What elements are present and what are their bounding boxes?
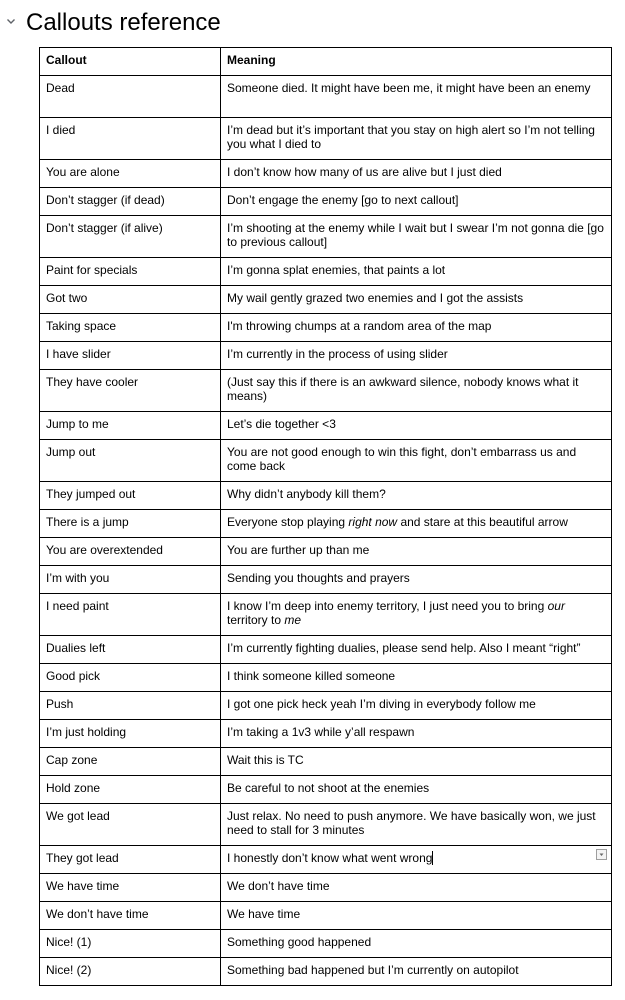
meaning-cell[interactable]: Be careful to not shoot at the enemies	[221, 776, 612, 804]
table-row	[40, 664, 612, 692]
table-row	[40, 636, 612, 664]
callout-cell[interactable]: Hold zone	[40, 776, 221, 804]
callout-cell[interactable]: Push	[40, 692, 221, 720]
meaning-cell[interactable]: Don’t engage the enemy [go to next callout]	[221, 188, 612, 216]
meaning-cell[interactable]: Wait this is TC	[221, 748, 612, 776]
meaning-cell[interactable]: I’m gonna splat enemies, that paints a lot	[221, 258, 612, 286]
meaning-cell[interactable]: We don’t have time	[221, 874, 612, 902]
meaning-text: Everyone stop playing	[227, 515, 349, 529]
callout-cell[interactable]: Don’t stagger (if dead)	[40, 188, 221, 216]
meaning-cell[interactable]: I’m shooting at the enemy while I wait but I swear I’m not gonna die [go to previous callout]	[221, 216, 612, 258]
meaning-cell[interactable]: I’m taking a 1v3 while y’all respawn	[221, 720, 612, 748]
meaning-cell[interactable]: I got one pick heck yeah I’m diving in everybody follow me	[221, 692, 612, 720]
table-row	[40, 692, 612, 720]
table-row	[40, 510, 612, 538]
table-row	[40, 748, 612, 776]
active-cell-wrap	[227, 851, 605, 865]
callout-cell[interactable]: They got lead	[40, 846, 221, 874]
callout-cell[interactable]: Good pick	[40, 664, 221, 692]
header-meaning[interactable]: Meaning	[221, 48, 612, 76]
table-row	[40, 776, 612, 804]
table-row	[40, 188, 612, 216]
meaning-cell[interactable]: Let’s die together <3	[221, 412, 612, 440]
callout-cell[interactable]: I died	[40, 118, 221, 160]
meaning-cell[interactable]: I don’t know how many of us are alive but I just died	[221, 160, 612, 188]
meaning-cell[interactable]: Someone died. It might have been me, it might have been an enemy	[221, 76, 612, 118]
table-row	[40, 216, 612, 258]
text-cursor	[432, 851, 433, 865]
callout-cell[interactable]: Got two	[40, 286, 221, 314]
callout-cell[interactable]: Jump to me	[40, 412, 221, 440]
table-row	[40, 538, 612, 566]
meaning-text: I honestly don’t know what went wrong	[227, 851, 433, 865]
meaning-cell[interactable]: Something good happened	[221, 930, 612, 958]
table-row	[40, 314, 612, 342]
table-row	[40, 370, 612, 412]
meaning-emphasis: our	[547, 599, 565, 613]
callout-cell[interactable]: Cap zone	[40, 748, 221, 776]
table-row	[40, 902, 612, 930]
table-row	[40, 412, 612, 440]
table-row	[40, 958, 612, 986]
meaning-cell[interactable]: You are not good enough to win this fight, don’t embarrass us and come back	[221, 440, 612, 482]
triangle-down-icon	[597, 850, 606, 859]
table-row	[40, 160, 612, 188]
meaning-cell[interactable]: I think someone killed someone	[221, 664, 612, 692]
table-row	[40, 440, 612, 482]
meaning-cell[interactable]: Sending you thoughts and prayers	[221, 566, 612, 594]
meaning-emphasis: me	[284, 613, 302, 627]
table-row	[40, 118, 612, 160]
callout-cell[interactable]: Jump out	[40, 440, 221, 482]
callout-cell[interactable]: Nice! (1)	[40, 930, 221, 958]
meaning-cell[interactable]: I'm throwing chumps at a random area of the map	[221, 314, 612, 342]
meaning-cell[interactable]: I’m currently fighting dualies, please send help. Also I meant “right”	[221, 636, 612, 664]
table-row	[40, 76, 612, 118]
callout-cell[interactable]: They have cooler	[40, 370, 221, 412]
table-row	[40, 804, 612, 846]
callout-cell[interactable]: Nice! (2)	[40, 958, 221, 986]
table-row	[40, 594, 612, 636]
table-row	[40, 482, 612, 510]
table-row	[40, 342, 612, 370]
table-row	[40, 720, 612, 748]
cell-dropdown-toggle[interactable]	[596, 849, 607, 860]
header-callout[interactable]: Callout	[40, 48, 221, 76]
meaning-emphasis: right now	[348, 515, 398, 529]
callout-cell[interactable]: You are overextended	[40, 538, 221, 566]
table-row	[40, 286, 612, 314]
callout-cell[interactable]: We got lead	[40, 804, 221, 846]
meaning-cell[interactable]: Why didn’t anybody kill them?	[221, 482, 612, 510]
callout-cell[interactable]: There is a jump	[40, 510, 221, 538]
table-row	[40, 846, 612, 874]
table-header-row	[40, 48, 612, 76]
callout-cell[interactable]: I have slider	[40, 342, 221, 370]
table-row	[40, 258, 612, 286]
callouts-table	[39, 47, 612, 986]
chevron-down-icon[interactable]	[4, 14, 18, 28]
meaning-cell-active[interactable]	[221, 846, 612, 874]
callout-cell[interactable]: Don’t stagger (if alive)	[40, 216, 221, 258]
callout-cell[interactable]: Paint for specials	[40, 258, 221, 286]
meaning-text: territory to	[227, 613, 285, 627]
table-row	[40, 566, 612, 594]
table-row	[40, 874, 612, 902]
meaning-cell[interactable]	[221, 594, 612, 636]
callout-cell[interactable]: We don’t have time	[40, 902, 221, 930]
page-title[interactable]: Callouts reference	[26, 9, 221, 36]
meaning-cell[interactable]: Just relax. No need to push anymore. We have basically won, we just need to stall for 3 minutes	[221, 804, 612, 846]
meaning-text: and stare at this beautiful arrow	[397, 515, 568, 529]
meaning-cell[interactable]: You are further up than me	[221, 538, 612, 566]
callout-cell[interactable]: I need paint	[40, 594, 221, 636]
callout-cell[interactable]: I’m just holding	[40, 720, 221, 748]
callout-cell[interactable]: We have time	[40, 874, 221, 902]
meaning-cell[interactable]: (Just say this if there is an awkward silence, nobody knows what it means)	[221, 370, 612, 412]
section-heading-row	[0, 0, 625, 46]
meaning-cell[interactable]: I’m dead but it’s important that you stay on high alert so I’m not telling you what I died to	[221, 118, 612, 160]
meaning-cell[interactable]: I’m currently in the process of using slider	[221, 342, 612, 370]
table-row	[40, 930, 612, 958]
meaning-cell[interactable]: My wail gently grazed two enemies and I got the assists	[221, 286, 612, 314]
meaning-cell[interactable]: We have time	[221, 902, 612, 930]
callout-cell[interactable]: Dualies left	[40, 636, 221, 664]
meaning-text: I know I’m deep into enemy territory, I just need you to bring	[227, 599, 548, 613]
meaning-cell[interactable]	[221, 510, 612, 538]
callout-cell[interactable]: Taking space	[40, 314, 221, 342]
callout-cell[interactable]: Dead	[40, 76, 221, 118]
callout-cell[interactable]: I’m with you	[40, 566, 221, 594]
callout-cell[interactable]: You are alone	[40, 160, 221, 188]
meaning-cell[interactable]: Something bad happened but I’m currently on autopilot	[221, 958, 612, 986]
callout-cell[interactable]: They jumped out	[40, 482, 221, 510]
